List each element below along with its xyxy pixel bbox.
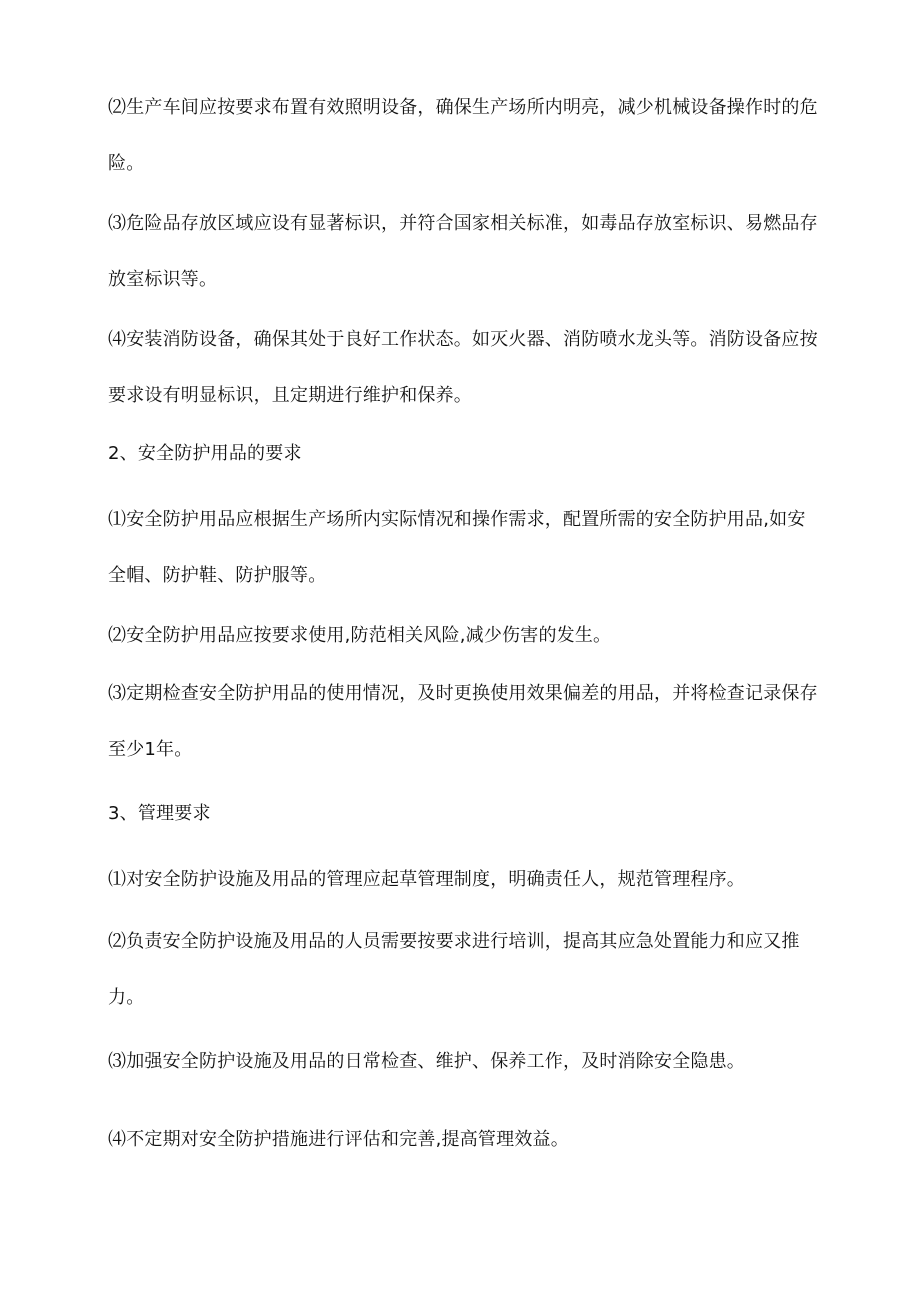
paragraph-ppe-config: ⑴安全防护用品应根据生产场所内实际情况和操作需求，配置所需的安全防护用品,如安全帽、防护鞋、防护服等。 xyxy=(108,509,806,586)
paragraph-evaluation: ⑷不定期对安全防护措施进行评估和完善,提高管理效益。 xyxy=(108,1129,569,1150)
section-heading-management: 3、管理要求 xyxy=(108,803,211,824)
section-heading-protective-equipment: 2、安全防护用品的要求 xyxy=(108,443,302,464)
paragraph-daily-inspection: ⑶加强安全防护设施及用品的日常检查、维护、保养工作，及时消除安全隐患。 xyxy=(108,1051,745,1072)
paragraph-management-system: ⑴对安全防护设施及用品的管理应起草管理制度，明确责任人，规范管理程序。 xyxy=(108,869,745,890)
paragraph-ppe-usage: ⑵安全防护用品应按要求使用,防范相关风险,减少伤害的发生。 xyxy=(108,625,612,646)
paragraph-ppe-inspection: ⑶定期检查安全防护用品的使用情况，及时更换使用效果偏差的用品，并将检查记录保存至少1年。 xyxy=(108,683,818,760)
paragraph-hazard-signs: ⑶危险品存放区域应设有显著标识，并符合国家相关标准，如毒品存放室标识、易燃品存放室标识等。 xyxy=(108,213,818,290)
paragraph-fire-equipment: ⑷安装消防设备，确保其处于良好工作状态。如灭火器、消防喷水龙头等。消防设备应按要求设有明显标识，且定期进行维护和保养。 xyxy=(108,329,818,406)
paragraph-training: ⑵负责安全防护设施及用品的人员需要按要求进行培训，提高其应急处置能力和应又推力。 xyxy=(108,931,800,1008)
paragraph-lighting: ⑵生产车间应按要求布置有效照明设备，确保生产场所内明亮，减少机械设备操作时的危险。 xyxy=(108,97,818,174)
